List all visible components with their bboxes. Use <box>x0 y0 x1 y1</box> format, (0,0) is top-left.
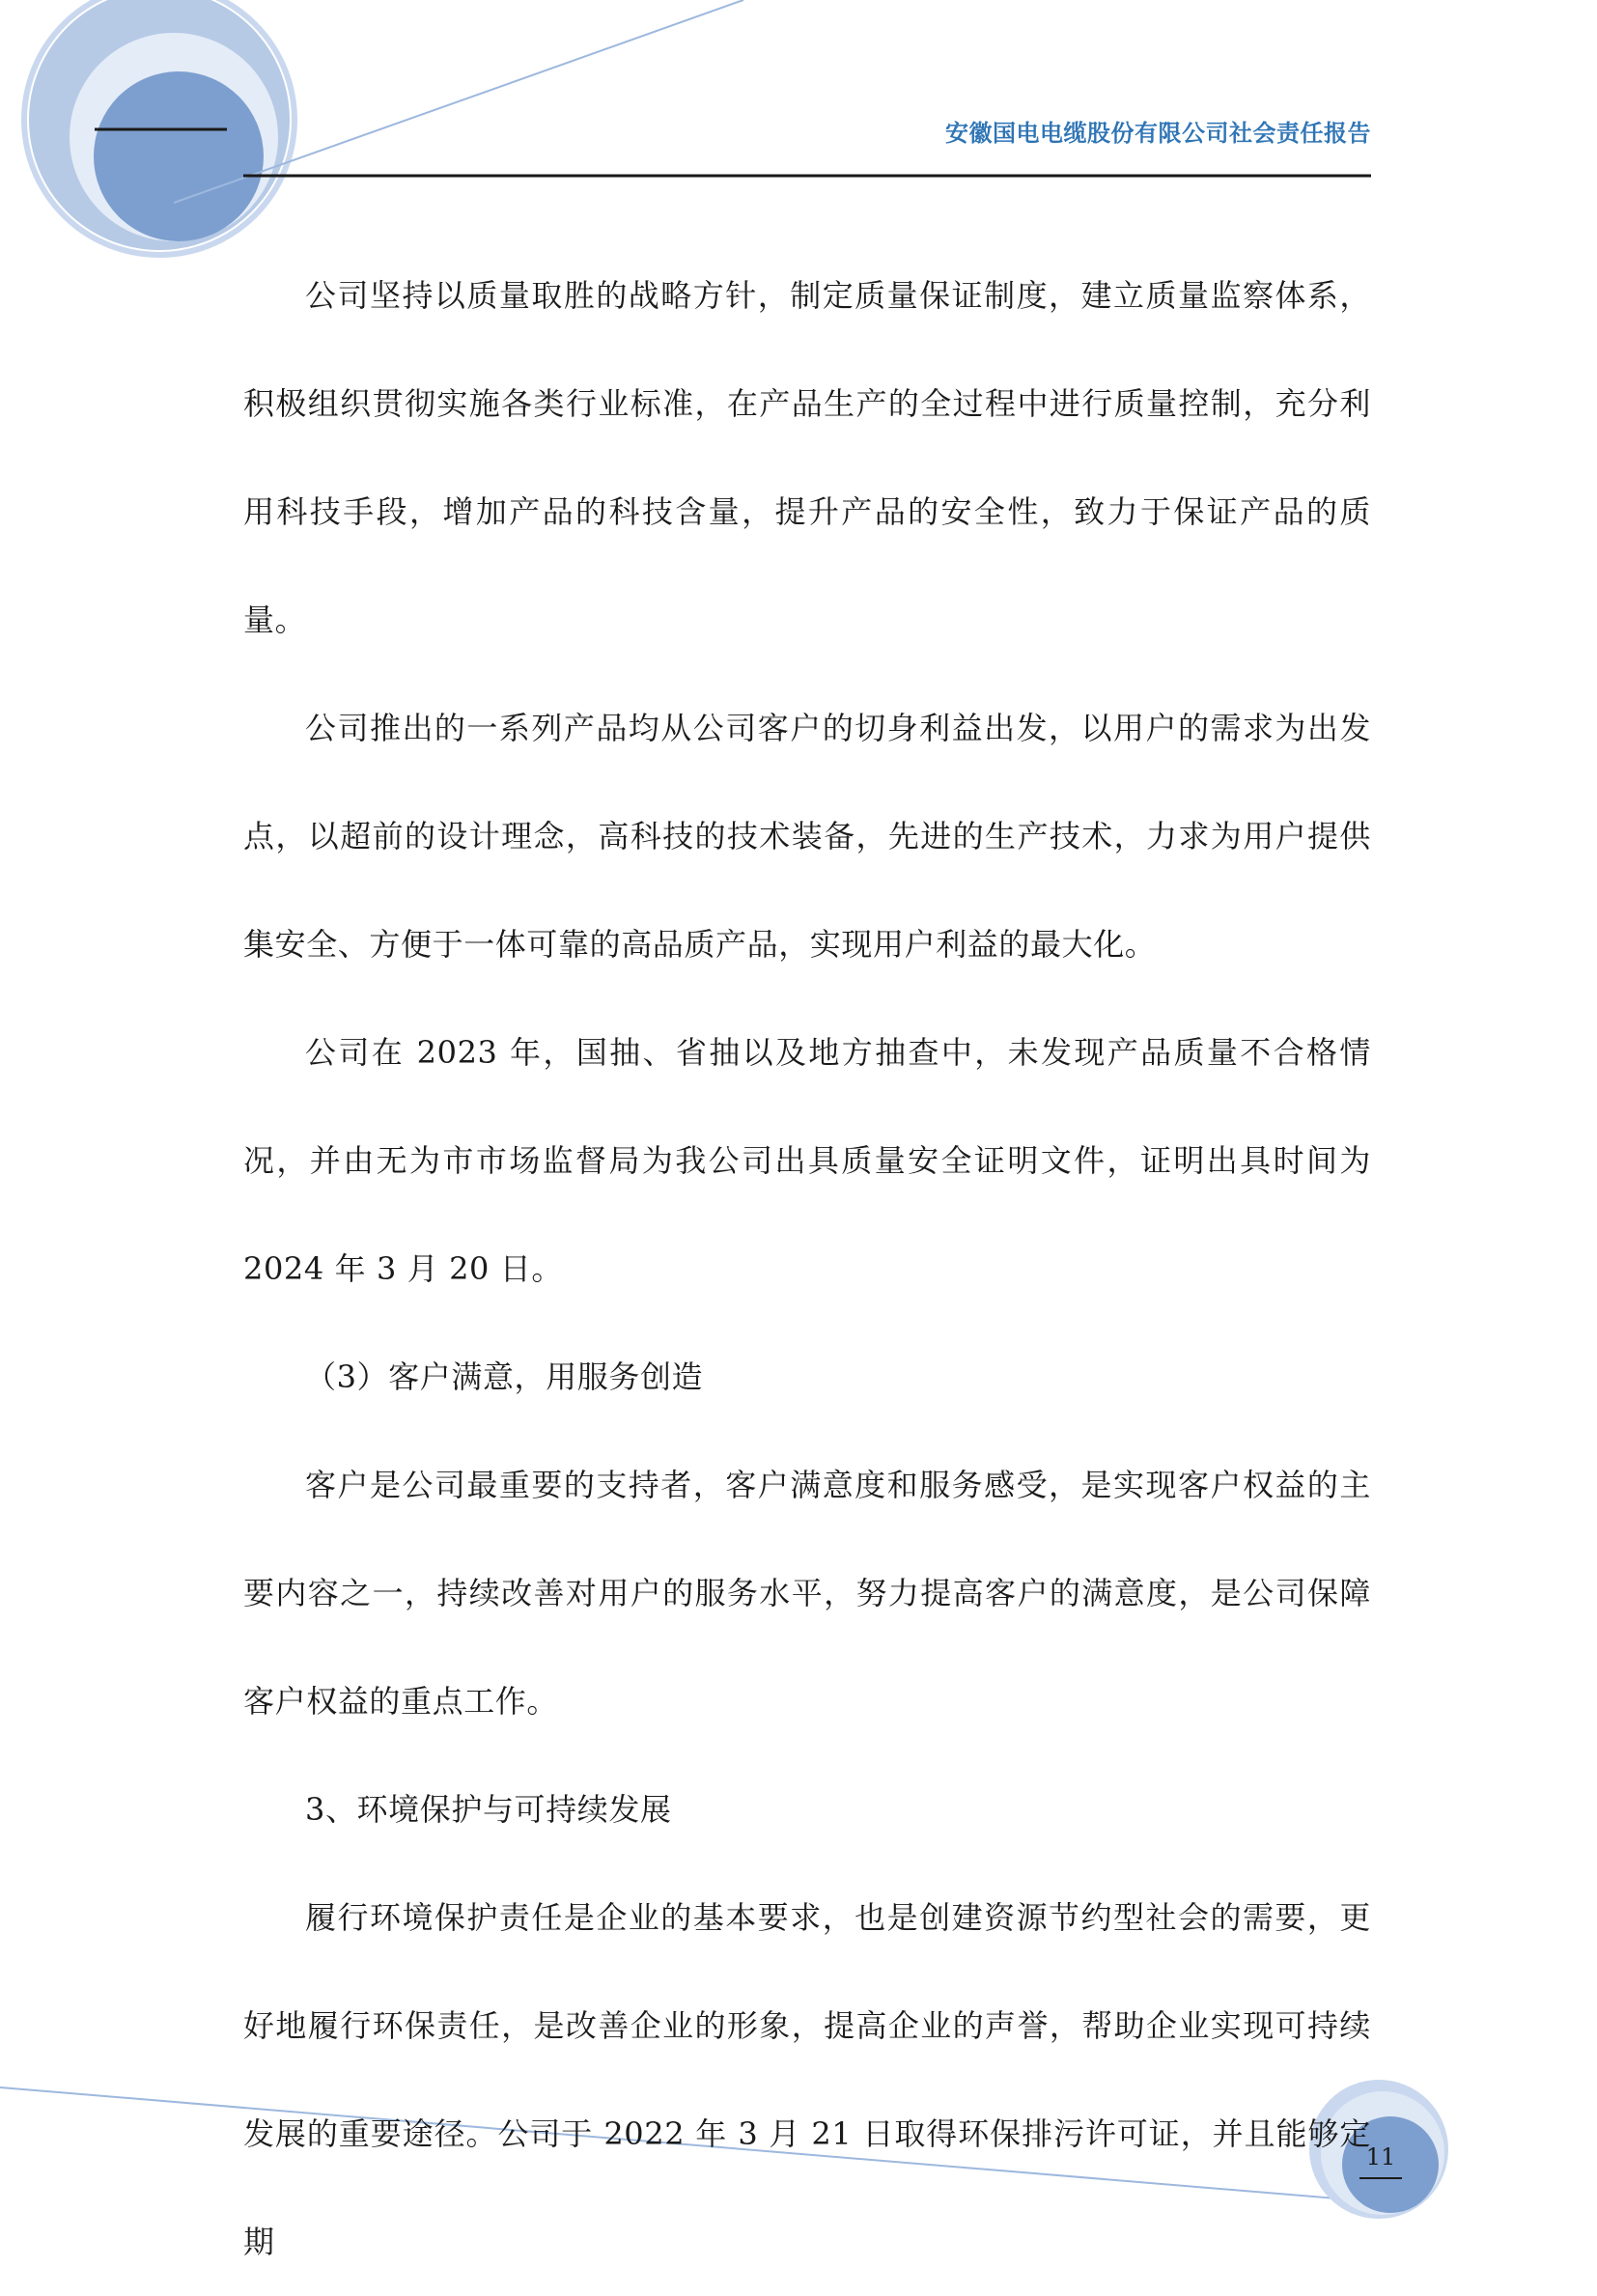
paragraph-product-customer-interest: 公司推出的一系列产品均从公司客户的切身利益出发，以用户的需求为出发点，以超前的设计理念，高科技的技术装备，先进的生产技术，力求为用户提供集安全、方便于一体可靠的高品质产品，实现用户利益的最大化。 <box>243 710 1371 963</box>
section-heading-customer-satisfaction: （3）客户满意，用服务创造 <box>305 1358 704 1395</box>
page-number: 11 <box>1365 2143 1396 2170</box>
paragraph-quality-strategy: 公司坚持以质量取胜的战略方针，制定质量保证制度，建立质量监察体系，积极组织贯彻实施各类行业标准，在产品生产的全过程中进行质量控制，充分利用科技手段，增加产品的科技含量，提升产品的安全性，致力于保证产品的质量。 <box>243 277 1371 638</box>
report-header-title: 安徽国电电缆股份有限公司社会责任报告 <box>945 120 1371 147</box>
paragraph-environmental-responsibility: 履行环境保护责任是企业的基本要求，也是创建资源节约型社会的需要，更好地履行环保责任，是改善企业的形象，提高企业的声誉，帮助企业实现可持续发展的重要途径。公司于 2022 年 3 月 21 日取得环保排污许可证，并且能够定期 <box>243 1899 1371 2260</box>
header-circle-decoration <box>24 0 294 255</box>
report-body <box>243 241 1371 2296</box>
section-heading-environment: 3、环境保护与可持续发展 <box>305 1791 672 1828</box>
paragraph-quality-inspection-2023: 公司在 2023 年，国抽、省抽以及地方抽查中，未发现产品质量不合格情况，并由无为市市场监督局为我公司出具质量安全证明文件，证明出具时间为 2024 年 3 月 20 日。 <box>243 1034 1371 1287</box>
paragraph-customer-satisfaction: 客户是公司最重要的支持者，客户满意度和服务感受，是实现客户权益的主要内容之一，持续改善对用户的服务水平，努力提高客户的满意度，是公司保障客户权益的重点工作。 <box>243 1467 1371 1720</box>
